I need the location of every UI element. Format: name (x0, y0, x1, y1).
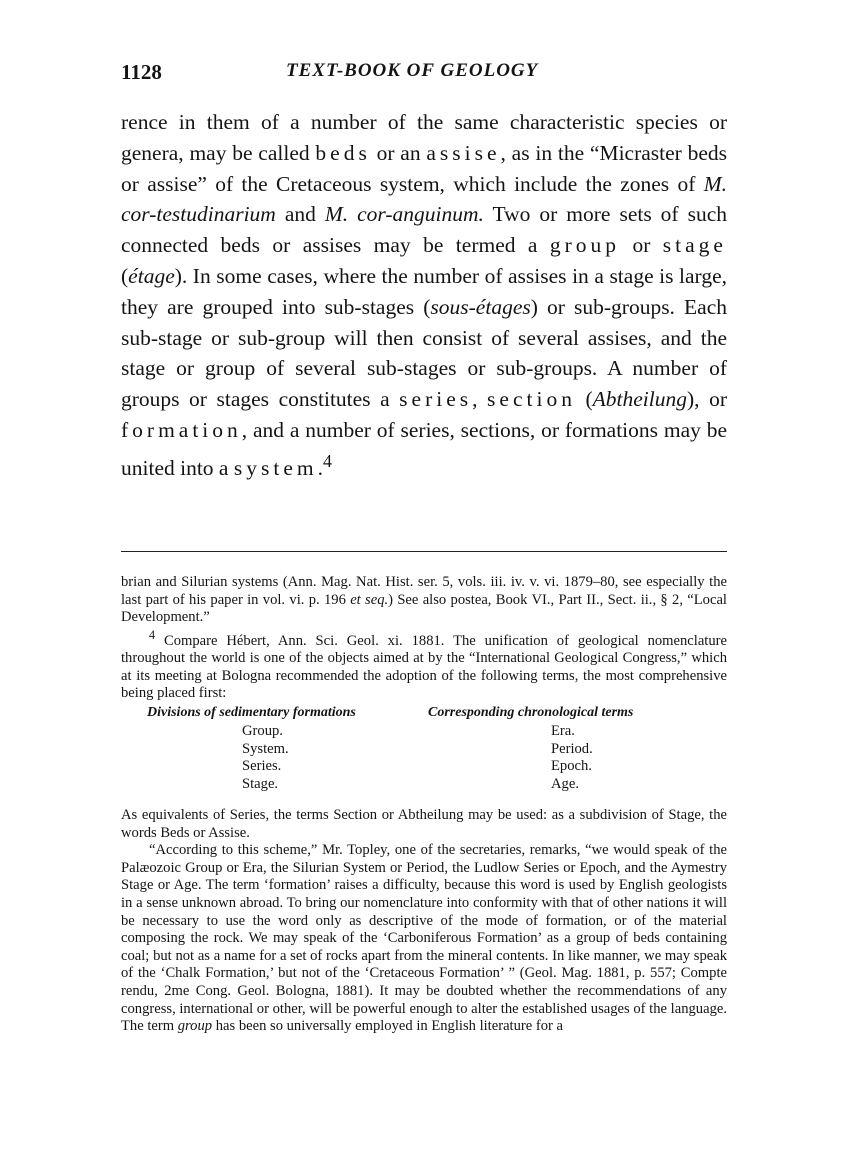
table-cell: Series. (242, 758, 282, 775)
footnote-reference: 4 (322, 450, 332, 471)
text-run: , as in the “Micraster beds or assise” of the Cretaceous system, which include the zones of (121, 140, 728, 196)
footnote-paragraph (121, 842, 727, 1036)
term-system: system (233, 455, 318, 480)
page-number: 1128 (121, 60, 162, 84)
text-run: or an (370, 140, 427, 165)
running-head: TEXT-BOOK OF GEOLOGY (286, 60, 539, 81)
footnote-rule (121, 551, 727, 552)
page-header (121, 60, 727, 86)
text-run: and (275, 202, 325, 227)
text-run: rence in them of a number of the same characteristic species or genera, may be called (121, 110, 727, 165)
text-run: et seq. (350, 591, 389, 608)
term-assise: assise (426, 140, 501, 165)
text-run: Compare Hébert, Ann. Sci. Geol. xi. 1881. The unification of geological nomenclature throughout the world is one of the objects aimed at by the “International Geological Congress,” which at its meeting at Bologna recommended the adoption of the following terms, the most comprehensive being placed first: (121, 632, 727, 702)
text-run: brian and Silurian systems (Ann. Mag. Nat. Hist. ser. 5, vols. iii. iv. v. vi. 1879–80, see especially the last part of his paper in vol. vi. p. 196 (121, 574, 727, 608)
footnote-paragraph: As equivalents of Series, the terms Section or Abtheilung may be used: as a subdivision of Stage, the words Beds or Assise. (121, 807, 727, 841)
text-run: ). In some cases, where the number of assises in a stage is large, they are grouped into sub-stages ( (121, 263, 727, 319)
table-cell: Stage. (242, 775, 279, 792)
term-stage: stage (662, 233, 727, 258)
text-run: ) or sub-groups. Each sub-stage or sub-group will then consist of several assises, and the stage or group of several sub-stages or sub-groups. A number of groups or stages constitutes a (121, 294, 728, 412)
text-run: group (177, 1018, 213, 1035)
term-etage: étage (128, 263, 175, 288)
term-formation: formation (121, 417, 242, 442)
text-run: , and a number of series, sections, or formations may be united into a (121, 417, 727, 480)
term-group: group (549, 233, 621, 258)
divisions-column (242, 723, 289, 793)
text-run: ) See also postea, Book VI., Part II., Sect. ii., § 2, “Local Development.” (121, 591, 727, 626)
main-paragraph (121, 107, 727, 484)
table-cell: Epoch. (551, 758, 592, 775)
table-header-divisions: Divisions of sedimentary formations (147, 705, 356, 721)
term-series: series (399, 387, 473, 412)
footnote-marker: 4 (149, 627, 156, 642)
text-run: Two or more sets of such connected beds or assises may be termed a (121, 202, 727, 258)
footnotes (121, 574, 727, 1036)
text-run: . (317, 455, 323, 480)
chronological-column (551, 723, 593, 793)
text-run: or (620, 233, 663, 258)
terms-table (121, 704, 727, 804)
text-run: ( (121, 263, 129, 288)
term-abtheilung: Abtheilung (592, 387, 688, 412)
table-cell: Era. (551, 723, 575, 740)
term-beds: beds (315, 140, 371, 165)
table-cell: Age. (551, 775, 579, 792)
table-cell: Period. (551, 740, 593, 757)
text-run: ), or (687, 387, 727, 412)
footnote-continued (121, 574, 727, 627)
term-sous-etages: sous-étages (430, 294, 531, 319)
text-run: ( (575, 387, 593, 412)
text-run: , (472, 387, 488, 412)
text-run: “According to this scheme,” Mr. Topley, one of the secretaries, remarks, “we would speak of the Palæozoic Group or Era, the Silurian System or Period, the Ludlow Series or Epoch, and the Aymestry Stage or Age. The term ‘formation’ raises a difficulty, because this word is used by English geologists in a sense unknown abroad. To bring our nomenclature into conformity with that of other nations it will be necessary to use the word only as descriptive of the mode of formation, or of the material composing the rock. We may speak of the ‘Carboniferous Formation’ as a group of beds containing coal; but not as a name for a set of rocks apart from the mineral contents. In like manner, we may speak of the ‘Chalk Formation,’ but not of the ‘Cretaceous Formation’ ” (Geol. Mag. 1881, p. 557; Compte rendu, 2me Cong. Geol. Bologna, 1881). It may be doubted whether the recommendations of any congress, international or other, will be powerful enough to alter the established usages of the language. The term (121, 842, 727, 1035)
table-cell: Group. (242, 723, 283, 740)
footnote-4 (121, 627, 727, 703)
species-name: M. cor-anguinum. (324, 202, 484, 227)
table-cell: System. (242, 740, 289, 757)
text-run: has been so universally employed in English literature for a (212, 1018, 564, 1035)
term-section: section (487, 387, 576, 412)
table-header-chronological: Corresponding chronological terms (428, 705, 634, 721)
species-name: M. cor-testudinarium (121, 171, 727, 227)
